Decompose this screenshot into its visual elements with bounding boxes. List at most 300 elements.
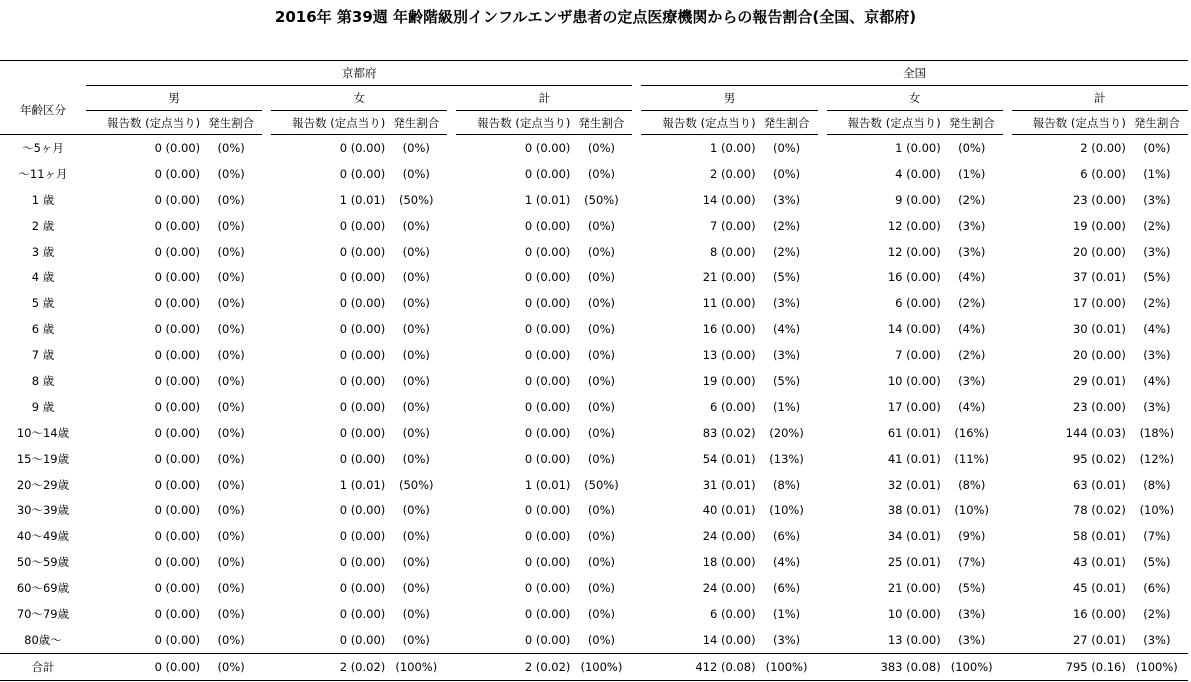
table-row [0,394,1188,420]
table-row [0,342,1188,368]
count-cell: 24 (0.00) [702,529,756,544]
age-group-cell: 70〜79歳 [16,606,70,621]
rate-cell: (5%) [1143,555,1171,570]
count-cell: 13 (0.00) [702,348,756,363]
count-cell: 0 (0.00) [154,296,201,311]
rate-cell: (10%) [769,503,804,518]
age-group-cell: 6 歳 [31,322,55,337]
count-cell: 38 (0.01) [887,503,941,518]
count-cell: 0 (0.00) [154,192,201,207]
count-cell: 40 (0.01) [702,503,756,518]
count-cell: 2 (0.02) [477,653,570,680]
rate-cell: (3%) [772,348,801,363]
age-group-cell: 20〜29歳 [16,477,70,492]
count-cell: 0 (0.00) [154,451,201,466]
sex-header: 計 [1012,86,1188,111]
region-header-kyoto: 京都府 [86,61,632,86]
count-cell: 0 (0.00) [339,348,386,363]
count-cell: 17 (0.00) [1072,296,1126,311]
count-cell: 37 (0.01) [1072,270,1126,285]
rate-cell: (13%) [769,451,804,466]
count-cell: 78 (0.02) [1072,503,1126,518]
count-cell: 0 (0.00) [524,140,571,155]
rate-cell: (0%) [217,606,245,621]
sex-header: 男 [641,86,817,111]
count-cell: 0 (0.00) [339,529,386,544]
count-cell: 0 (0.00) [524,218,571,233]
age-group-cell: 15〜19歳 [16,451,70,466]
rate-cell: (4%) [1143,322,1171,337]
rate-cell: (0%) [587,296,616,311]
count-cell: 0 (0.00) [154,555,201,570]
rate-cell: (2%) [958,348,986,363]
rate-cell: (0%) [217,632,245,647]
rate-cell: (12%) [1139,451,1175,466]
count-cell: 0 (0.00) [154,244,201,259]
rate-cell: (3%) [772,632,801,647]
rate-cell: (5%) [958,581,986,596]
count-cell: 27 (0.01) [1072,632,1126,647]
count-cell: 2 (0.02) [292,653,385,680]
rate-cell: (0%) [587,166,616,181]
rate-cell: (0%) [217,581,245,596]
count-cell: 23 (0.00) [1072,192,1126,207]
count-cell: 12 (0.00) [887,218,941,233]
rate-cell: (0%) [217,140,245,155]
count-cell: 10 (0.00) [887,373,941,388]
age-group-cell: 1 歳 [31,192,55,207]
table-row [0,627,1188,653]
count-cell: 21 (0.00) [702,270,756,285]
count-cell: 2 (0.00) [710,166,756,181]
rate-cell: (0%) [587,244,616,259]
column-header-rate: 発生割合 [385,111,447,135]
table-row [0,549,1188,575]
rate-cell: (10%) [1139,503,1175,518]
count-cell: 0 (0.00) [524,270,571,285]
rate-cell: (7%) [958,555,986,570]
rate-cell: (50%) [399,192,434,207]
rate-cell: (2%) [772,244,801,259]
sex-header: 女 [827,86,1003,111]
rate-cell: (0%) [402,296,430,311]
count-cell: 16 (0.00) [702,322,756,337]
count-cell: 0 (0.00) [339,270,386,285]
rate-cell: (0%) [402,270,430,285]
rate-cell: (0%) [402,632,430,647]
count-cell: 1 (0.01) [339,477,386,492]
count-cell: 0 (0.00) [154,348,201,363]
age-group-cell: 〜5ヶ月 [22,140,64,155]
count-cell: 0 (0.00) [339,555,386,570]
rate-cell: (0%) [587,425,616,440]
table-row [0,316,1188,342]
age-group-cell: 合計 [0,653,86,680]
rate-cell: (3%) [772,296,801,311]
rate-cell: (0%) [402,244,430,259]
count-cell: 32 (0.01) [887,477,941,492]
rate-cell: (5%) [1143,270,1171,285]
table-row [0,187,1188,213]
table-row [0,264,1188,290]
rate-cell: (2%) [958,296,986,311]
rate-cell: (0%) [587,529,616,544]
rate-cell: (0%) [402,425,430,440]
rate-cell: (6%) [772,581,801,596]
table-row [0,575,1188,601]
count-cell: 0 (0.00) [524,244,571,259]
rate-cell: (0%) [402,322,430,337]
rate-cell: (11%) [954,451,989,466]
count-cell: 31 (0.01) [702,477,756,492]
count-cell: 0 (0.00) [524,606,571,621]
table-row [0,135,1188,161]
count-cell: 0 (0.00) [524,373,571,388]
rate-cell: (100%) [385,653,447,680]
count-cell: 412 (0.08) [662,653,755,680]
rate-cell: (0%) [772,140,801,155]
count-cell: 20 (0.00) [1072,348,1126,363]
count-cell: 0 (0.00) [339,244,386,259]
count-cell: 0 (0.00) [154,270,201,285]
rate-cell: (0%) [217,425,245,440]
rate-cell: (0%) [402,218,430,233]
table-row [0,161,1188,187]
rate-cell: (3%) [958,373,986,388]
count-cell: 0 (0.00) [524,322,571,337]
count-cell: 1 (0.00) [895,140,941,155]
count-cell: 0 (0.00) [154,140,201,155]
column-header-rate: 発生割合 [756,111,818,135]
count-cell: 0 (0.00) [339,218,386,233]
rate-cell: (20%) [769,425,804,440]
rate-cell: (0%) [402,606,430,621]
rate-cell: (1%) [772,606,801,621]
count-cell: 63 (0.01) [1072,477,1126,492]
count-cell: 0 (0.00) [154,581,201,596]
count-cell: 13 (0.00) [887,632,941,647]
count-cell: 0 (0.00) [154,503,201,518]
count-cell: 21 (0.00) [887,581,941,596]
count-cell: 0 (0.00) [524,296,571,311]
count-cell: 0 (0.00) [339,581,386,596]
rate-cell: (3%) [1143,244,1171,259]
rate-cell: (8%) [1143,477,1171,492]
table-row [0,446,1188,472]
count-cell: 0 (0.00) [524,555,571,570]
count-cell: 14 (0.00) [887,322,941,337]
rate-cell: (0%) [217,451,245,466]
count-cell: 0 (0.00) [339,425,386,440]
count-cell: 0 (0.00) [339,322,386,337]
rate-cell: (3%) [958,632,986,647]
count-cell: 1 (0.00) [710,140,756,155]
count-cell: 11 (0.00) [702,296,756,311]
count-cell: 10 (0.00) [887,606,941,621]
age-group-cell: 60〜69歳 [16,581,70,596]
rate-cell: (6%) [1143,581,1171,596]
rate-cell: (16%) [954,425,989,440]
count-cell: 16 (0.00) [887,270,941,285]
rate-cell: (0%) [587,555,616,570]
count-cell: 6 (0.00) [1080,166,1126,181]
rate-cell: (0%) [402,166,430,181]
count-cell: 0 (0.00) [154,425,201,440]
sex-header: 男 [86,86,262,111]
rate-cell: (0%) [587,503,616,518]
rate-cell: (0%) [958,140,986,155]
page-title: 2016年 第39週 年齢階級別インフルエンザ患者の定点医療機関からの報告割合(全国、京都府) [274,8,917,26]
rate-cell: (1%) [772,399,801,414]
count-cell: 14 (0.00) [702,632,756,647]
count-cell: 61 (0.01) [887,425,941,440]
rate-cell: (3%) [1143,348,1171,363]
age-group-cell: 2 歳 [31,218,55,233]
table-row [0,290,1188,316]
count-cell: 41 (0.01) [887,451,941,466]
count-cell: 9 (0.00) [895,192,941,207]
rate-cell: (2%) [1143,296,1171,311]
count-cell: 6 (0.00) [710,399,756,414]
count-cell: 0 (0.00) [107,653,200,680]
count-cell: 0 (0.00) [339,632,386,647]
count-cell: 0 (0.00) [339,166,386,181]
column-header-rate: 発生割合 [941,111,1003,135]
count-cell: 0 (0.00) [154,218,201,233]
count-cell: 16 (0.00) [1072,606,1126,621]
age-group-cell: 80歳〜 [24,632,62,647]
rate-cell: (0%) [587,348,616,363]
rate-cell: (0%) [772,166,801,181]
count-cell: 20 (0.00) [1072,244,1126,259]
rate-cell: (100%) [756,653,818,680]
rate-cell: (0%) [587,581,616,596]
rate-cell: (0%) [217,218,245,233]
rate-cell: (0%) [217,399,245,414]
table-row [0,239,1188,265]
rate-cell: (50%) [584,192,619,207]
count-cell: 0 (0.00) [524,632,571,647]
count-cell: 795 (0.16) [1033,653,1126,680]
count-cell: 0 (0.00) [524,529,571,544]
rate-cell: (3%) [958,218,986,233]
age-group-cell: 10〜14歳 [16,425,70,440]
rate-cell: (0%) [217,373,245,388]
rate-cell: (4%) [958,322,986,337]
rate-cell: (0%) [402,399,430,414]
count-cell: 0 (0.00) [339,399,386,414]
rate-cell: (3%) [958,606,986,621]
count-cell: 45 (0.01) [1072,581,1126,596]
rate-cell: (4%) [1143,373,1171,388]
rate-cell: (0%) [402,503,430,518]
count-cell: 2 (0.00) [1080,140,1126,155]
count-cell: 1 (0.01) [524,477,571,492]
table-row [0,368,1188,394]
age-group-header: 年齢区分 [0,86,86,135]
count-cell: 58 (0.01) [1072,529,1126,544]
age-group-cell: 40〜49歳 [16,529,70,544]
rate-cell: (9%) [958,529,986,544]
count-cell: 0 (0.00) [154,399,201,414]
rate-cell: (0%) [217,296,245,311]
count-cell: 18 (0.00) [702,555,756,570]
count-cell: 19 (0.00) [1072,218,1126,233]
count-cell: 95 (0.02) [1072,451,1126,466]
rate-cell: (7%) [1143,529,1171,544]
age-group-cell: 4 歳 [31,270,55,285]
sex-header: 計 [456,86,632,111]
rate-cell: (5%) [772,270,801,285]
count-cell: 0 (0.00) [154,477,201,492]
count-cell: 1 (0.01) [339,192,386,207]
count-cell: 0 (0.00) [339,140,386,155]
total-row [0,653,1188,680]
column-header-count: 報告数 (定点当り) [662,111,755,135]
count-cell: 17 (0.00) [887,399,941,414]
age-group-cell: 8 歳 [31,373,55,388]
rate-cell: (1%) [958,166,986,181]
rate-cell: (0%) [402,451,430,466]
sex-header: 女 [271,86,447,111]
count-cell: 7 (0.00) [710,218,756,233]
age-group-cell: 5 歳 [31,296,55,311]
rate-cell: (0%) [217,270,245,285]
age-group-cell: 7 歳 [31,348,55,363]
rate-cell: (8%) [772,477,801,492]
count-cell: 43 (0.01) [1072,555,1126,570]
rate-cell: (2%) [1143,218,1171,233]
influenza-report-table [0,60,1188,681]
rate-cell: (0%) [217,348,245,363]
rate-cell: (2%) [958,192,986,207]
count-cell: 83 (0.02) [702,425,756,440]
count-cell: 0 (0.00) [524,581,571,596]
count-cell: 29 (0.01) [1072,373,1126,388]
column-header-count: 報告数 (定点当り) [477,111,570,135]
column-header-count: 報告数 (定点当り) [1033,111,1126,135]
count-cell: 0 (0.00) [154,606,201,621]
count-cell: 0 (0.00) [339,373,386,388]
rate-cell: (0%) [587,606,616,621]
rate-cell: (0%) [217,166,245,181]
rate-cell: (0%) [587,140,616,155]
rate-cell: (0%) [587,632,616,647]
rate-cell: (3%) [1143,192,1171,207]
rate-cell: (0%) [402,140,430,155]
count-cell: 14 (0.00) [702,192,756,207]
rate-cell: (0%) [587,373,616,388]
table-row [0,420,1188,446]
rate-cell: (0%) [402,348,430,363]
rate-cell: (50%) [399,477,434,492]
rate-cell: (0%) [402,373,430,388]
count-cell: 0 (0.00) [339,451,386,466]
count-cell: 4 (0.00) [895,166,941,181]
rate-cell: (3%) [958,244,986,259]
rate-cell: (4%) [772,322,801,337]
count-cell: 0 (0.00) [154,322,201,337]
age-group-cell: 50〜59歳 [16,555,70,570]
rate-cell: (0%) [217,503,245,518]
column-header-count: 報告数 (定点当り) [848,111,941,135]
count-cell: 30 (0.01) [1072,322,1126,337]
rate-cell: (3%) [772,192,801,207]
rate-cell: (0%) [587,399,616,414]
table-row [0,472,1188,498]
count-cell: 0 (0.00) [154,632,201,647]
count-cell: 54 (0.01) [702,451,756,466]
age-group-cell: 3 歳 [31,244,55,259]
rate-cell: (1%) [1143,166,1171,181]
column-header-rate: 発生割合 [200,111,262,135]
count-cell: 24 (0.00) [702,581,756,596]
count-cell: 19 (0.00) [702,373,756,388]
rate-cell: (4%) [958,270,986,285]
count-cell: 0 (0.00) [154,373,201,388]
rate-cell: (0%) [402,581,430,596]
rate-cell: (100%) [570,653,632,680]
rate-cell: (0%) [402,555,430,570]
rate-cell: (6%) [772,529,801,544]
rate-cell: (100%) [941,653,1003,680]
rate-cell: (2%) [772,218,801,233]
count-cell: 23 (0.00) [1072,399,1126,414]
rate-cell: (0%) [217,322,245,337]
rate-cell: (8%) [958,477,986,492]
rate-cell: (0%) [402,529,430,544]
rate-cell: (3%) [1143,632,1171,647]
count-cell: 6 (0.00) [895,296,941,311]
table-row [0,601,1188,627]
column-header-rate: 発生割合 [570,111,632,135]
rate-cell: (2%) [1143,606,1171,621]
table-row [0,523,1188,549]
rate-cell: (4%) [772,555,801,570]
count-cell: 0 (0.00) [154,529,201,544]
rate-cell: (4%) [958,399,986,414]
rate-cell: (5%) [772,373,801,388]
rate-cell: (10%) [954,503,989,518]
rate-cell: (0%) [587,322,616,337]
column-header-count: 報告数 (定点当り) [107,111,200,135]
count-cell: 0 (0.00) [524,166,571,181]
column-header-rate: 発生割合 [1126,111,1188,135]
table-row [0,497,1188,523]
rate-cell: (0%) [587,451,616,466]
rate-cell: (0%) [217,555,245,570]
column-header-count: 報告数 (定点当り) [292,111,385,135]
count-cell: 34 (0.01) [887,529,941,544]
rate-cell: (0%) [217,244,245,259]
count-cell: 6 (0.00) [710,606,756,621]
count-cell: 0 (0.00) [339,296,386,311]
count-cell: 1 (0.01) [524,192,571,207]
rate-cell: (100%) [1126,653,1188,680]
count-cell: 383 (0.08) [848,653,941,680]
count-cell: 144 (0.03) [1065,425,1126,440]
rate-cell: (0%) [217,477,245,492]
count-cell: 0 (0.00) [524,451,571,466]
rate-cell: (18%) [1139,425,1175,440]
count-cell: 25 (0.01) [887,555,941,570]
count-cell: 8 (0.00) [710,244,756,259]
count-cell: 0 (0.00) [339,503,386,518]
rate-cell: (0%) [217,529,245,544]
rate-cell: (0%) [587,218,616,233]
rate-cell: (0%) [587,270,616,285]
rate-cell: (0%) [217,192,245,207]
